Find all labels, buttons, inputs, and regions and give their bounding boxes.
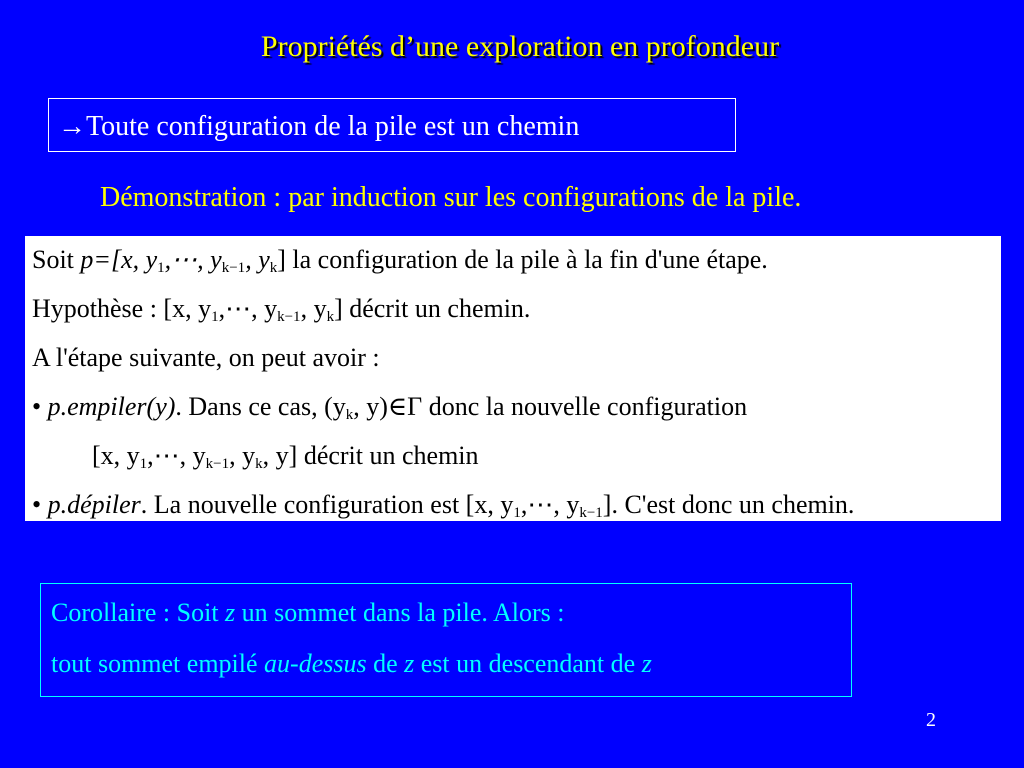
proof-line-2: Hypothèse : [x, $y_1,\cdots$, $y_{k-1}$, $y_k$] décrit un chemin. — [32, 294, 531, 325]
page-number: 2 — [926, 709, 936, 731]
proof-line-1: Soit p=[x, $y_1,\cdots$, $y_{k-1}$, $y_k$] la configuration de la pile à la fin d'une étape. — [32, 245, 768, 276]
bullet-icon: • — [32, 490, 42, 519]
statement-box — [48, 98, 736, 152]
proof-box — [25, 236, 1001, 521]
proof-line-4: • p.empiler(y). Dans ce cas, ($y_k$, y)∈Γ donc la nouvelle configuration — [32, 392, 748, 423]
corollary-line-1: Corollaire : Soit z un sommet dans la pile. Alors : — [51, 598, 565, 627]
formula-config: p=[x, y — [80, 245, 158, 274]
corollary-line-2: tout sommet empilé au-dessus de z est un descendant de z — [51, 649, 652, 678]
bullet-icon: • — [32, 392, 42, 421]
slide-title: Propriétés d’une exploration en profondeur — [260, 30, 780, 63]
proof-line-6: • p.dépiler. La nouvelle configuration est [x, $y_1,\cdots$, $y_{k-1}$]. C'est donc un chemin. — [32, 490, 855, 521]
statement-text: Toute configuration de la pile est un chemin — [86, 111, 580, 142]
demonstration-text: Démonstration : par induction sur les configurations de la pile. — [100, 182, 802, 213]
proof-line-5: [x, $y_1,\cdots$, $y_{k-1}$, $y_k$, y] décrit un chemin — [92, 441, 479, 472]
proof-line-3: A l'étape suivante, on peut avoir : — [32, 343, 380, 372]
right-arrow-icon: → — [58, 111, 86, 142]
corollary-box — [40, 583, 852, 697]
